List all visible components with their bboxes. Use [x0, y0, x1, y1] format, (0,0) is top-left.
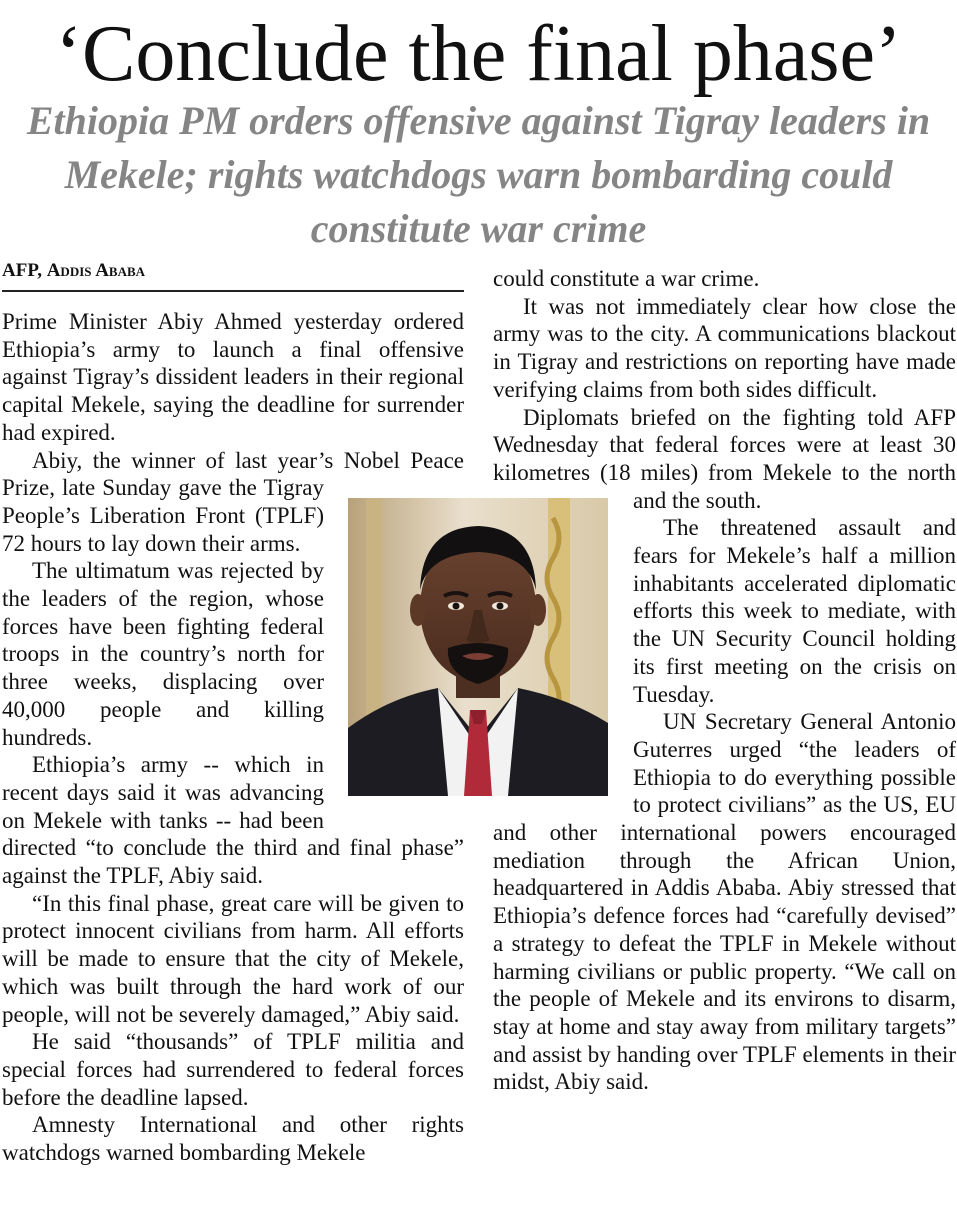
portrait-photo	[348, 498, 608, 796]
paragraph: The ultimatum was rejected by the leaders of the region, whose forces have been fighting federal troops in the country’s north for three weeks, displacing over 40,000 people and killing hundreds.	[2, 558, 324, 750]
headline: ‘Conclude the final phase’	[55, 10, 902, 98]
paragraph: Prime Minister Abiy Ahmed yesterday ordered Ethiopia’s army to launch a final offensive against Tigray’s dissident leaders in their regional capital Mekele, saying the deadline for surrender had expired.	[2, 309, 464, 445]
byline-place: Addis Ababa	[46, 260, 146, 281]
paragraph: “In this final phase, great care will be given to protect innocent civilians from harm. All efforts will be made to ensure that the city of Mekele, which was built through the hard work of our people, will not be severely damaged,” Abiy said.	[2, 890, 464, 1027]
paragraph: UN Secretary General Antonio Guterres urged “the leaders of Ethiopia to do everything possible to protect civilians” as the US, EU and other international powers encouraged mediation through the African Union, headquartered in Addis Ababa. Abiy stressed that Ethiopia’s defence forces had “carefully devised” a strategy to defeat the TPLF in Mekele without harming civilians or public property. “We call on the people of Mekele and its environs to disarm, stay at home and stay away from military targets” and assist by handing over TPLF elements in their midst, Abiy said.	[493, 709, 956, 1095]
portrait-illustration	[348, 498, 608, 796]
subheadline: Ethiopia PM orders offensive against Tigray leaders in Mekele; rights watchdogs warn bombarding could constitute war crime	[26, 98, 931, 251]
paragraph: Diplomats briefed on the fighting told AFP Wednesday that federal forces were at least 30 kilometres (18 miles) from Mekele to the north and the south.	[493, 404, 956, 513]
paragraph: Amnesty International and other rights watchdogs warned bombarding Mekele	[2, 1112, 464, 1166]
paragraph: The threatened assault and fears for Mekele’s half a million inhabitants accelerated diplomatic efforts this week to mediate, with the UN Security Council holding its first meeting on the crisis on Tuesday.	[633, 515, 956, 707]
paragraph: Abiy, the winner of last year’s Nobel Peace Prize, late Sunday gave the Tigray People’s Liberation Front (TPLF) 72 hours to lay down their arms.	[2, 447, 464, 556]
byline	[2, 258, 464, 292]
paragraph: Ethiopia’s army -- which in recent days said it was advancing on Mekele with tanks -- had been directed “to conclude the third and final phase” against the TPLF, Abiy said.	[2, 752, 464, 889]
paragraph: He said “thousands” of TPLF militia and special forces had surrendered to federal forces before the deadline lapsed.	[2, 1029, 464, 1110]
paragraph: could constitute a war crime.	[493, 266, 760, 291]
paragraph: It was not immediately clear how close the army was to the city. A communications blackout in Tigray and restrictions on reporting have made verifying claims from both sides difficult.	[493, 293, 956, 402]
byline-agency: AFP,	[2, 260, 42, 281]
